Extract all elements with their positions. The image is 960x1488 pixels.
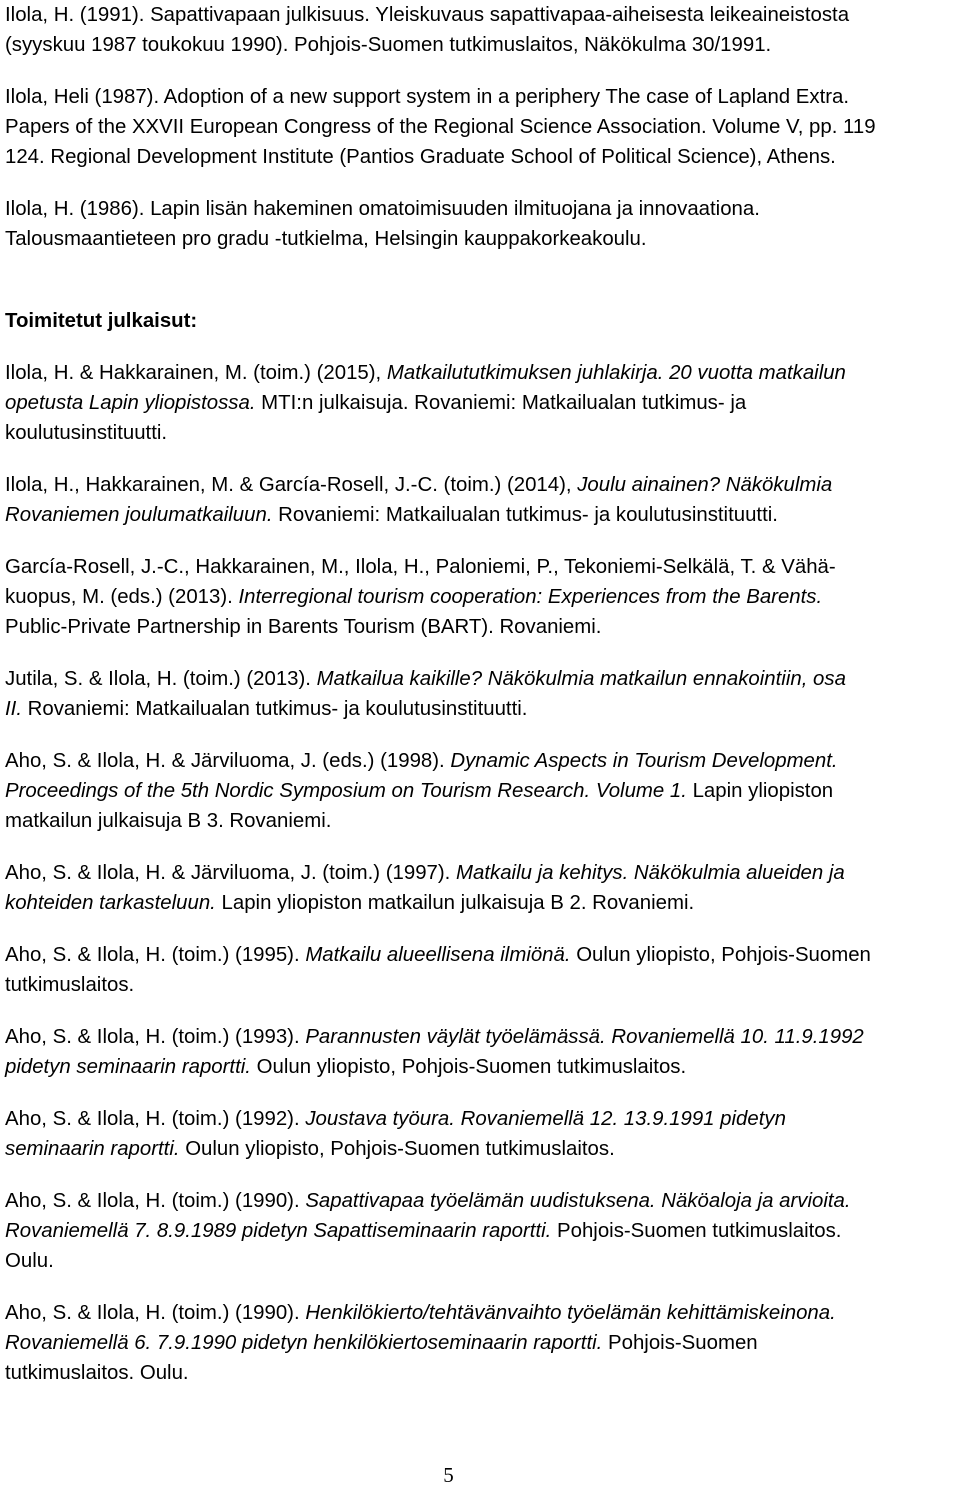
reference-entry (5, 0, 957, 60)
reference-title-text: Rovaniemellä 7. 8.9.1989 pidetyn Sapattiseminaarin raportti. (5, 1220, 552, 1242)
reference-entry (5, 1298, 957, 1388)
reference-title-text: II. (5, 698, 22, 720)
reference-text: MTI:n julkaisuja. Rovaniemi: Matkailualan tutkimus- ja (255, 392, 747, 414)
reference-line (5, 1052, 957, 1082)
reference-text: Talousmaantieteen pro gradu -tutkielma, Helsingin kauppakorkeakoulu. (5, 228, 647, 250)
reference-text: García-Rosell, J.-C., Hakkarainen, M., Ilola, H., Paloniemi, P., Tekoniemi-Selkälä, T. & Vähä- (5, 556, 836, 578)
reference-entry (5, 470, 957, 530)
reference-list-edited (5, 358, 957, 1388)
reference-title-text: pidetyn seminaarin raportti. (5, 1056, 251, 1078)
reference-entry (5, 940, 957, 1000)
reference-entry (5, 664, 957, 724)
reference-text: tutkimuslaitos. Oulu. (5, 1362, 189, 1384)
reference-title-text: Dynamic Aspects in Tourism Development. (450, 750, 838, 772)
reference-line (5, 940, 957, 970)
document-page (5, 0, 957, 1388)
reference-list-authored (5, 0, 957, 254)
reference-text: Aho, S. & Ilola, H. (toim.) (1995). (5, 944, 306, 966)
reference-line (5, 806, 957, 836)
reference-text: Oulun yliopisto, Pohjois-Suomen tutkimuslaitos. (179, 1138, 615, 1160)
reference-text: Public-Private Partnership in Barents Tourism (BART). Rovaniemi. (5, 616, 602, 638)
reference-text: Rovaniemi: Matkailualan tutkimus- ja koulutusinstituutti. (22, 698, 528, 720)
reference-line (5, 694, 957, 724)
reference-line (5, 970, 957, 1000)
reference-text: Aho, S. & Ilola, H. (toim.) (1992). (5, 1108, 306, 1130)
reference-text: 124. Regional Development Institute (Pantios Graduate School of Political Science), Athens. (5, 146, 836, 168)
reference-text: Ilola, H. (1986). Lapin lisän hakeminen omatoimisuuden ilmituojana ja innovaationa. (5, 198, 760, 220)
reference-text: Pohjois-Suomen (602, 1332, 758, 1354)
reference-line (5, 1104, 957, 1134)
page-number: 5 (443, 1463, 454, 1487)
reference-line (5, 358, 957, 388)
reference-text: Ilola, H., Hakkarainen, M. & García-Rosell, J.-C. (toim.) (2014), (5, 474, 578, 496)
reference-line (5, 30, 957, 60)
reference-text: Aho, S. & Ilola, H. (toim.) (1993). (5, 1026, 306, 1048)
reference-title-text: Sapattivapaa työelämän uudistuksena. Näköaloja ja arvioita. (305, 1190, 851, 1212)
reference-text: (syyskuu 1987 toukokuu 1990). Pohjois-Suomen tutkimuslaitos, Näkökulma 30/1991. (5, 34, 772, 56)
reference-title-text: opetusta Lapin yliopistossa. (5, 392, 256, 414)
reference-entry (5, 858, 957, 918)
reference-text: tutkimuslaitos. (5, 974, 135, 996)
reference-text: Oulun yliopisto, Pohjois-Suomen (570, 944, 871, 966)
reference-entry (5, 194, 957, 254)
reference-text: Aho, S. & Ilola, H. (toim.) (1990). (5, 1302, 306, 1324)
reference-text: Aho, S. & Ilola, H. & Järviluoma, J. (eds.) (1998). (5, 750, 451, 772)
reference-title-text: Joustava työura. Rovaniemellä 12. 13.9.1991 pidetyn (305, 1108, 786, 1130)
reference-line (5, 112, 957, 142)
reference-title-text: kohteiden tarkasteluun. (5, 892, 216, 914)
reference-line (5, 1022, 957, 1052)
reference-line (5, 858, 957, 888)
reference-line (5, 500, 957, 530)
reference-line (5, 552, 957, 582)
reference-line (5, 1134, 957, 1164)
reference-line (5, 1246, 957, 1276)
reference-line (5, 0, 957, 30)
reference-line (5, 888, 957, 918)
reference-text: koulutusinstituutti. (5, 422, 168, 444)
reference-text: Pohjois-Suomen tutkimuslaitos. (551, 1220, 842, 1242)
reference-title-text: Henkilökierto/tehtävänvaihto työelämän kehittämiskeinona. (305, 1302, 836, 1324)
reference-text: Papers of the XXVII European Congress of the Regional Science Association. Volume V, pp. 119 (5, 116, 876, 138)
reference-entry (5, 1022, 957, 1082)
reference-text: Rovaniemi: Matkailualan tutkimus- ja koulutusinstituutti. (272, 504, 778, 526)
reference-entry (5, 1186, 957, 1276)
reference-text: Jutila, S. & Ilola, H. (toim.) (2013). (5, 668, 317, 690)
reference-text: Lapin yliopiston matkailun julkaisuja B 2. Rovaniemi. (215, 892, 695, 914)
reference-entry (5, 552, 957, 642)
reference-line (5, 82, 957, 112)
reference-text: Aho, S. & Ilola, H. & Järviluoma, J. (toim.) (1997). (5, 862, 457, 884)
reference-line (5, 418, 957, 448)
reference-title-text: Rovaniemen joulumatkailuun. (5, 504, 273, 526)
reference-line (5, 142, 957, 172)
reference-title-text: Parannusten väylät työelämässä. Rovaniemellä 10. 11.9.1992 (305, 1026, 864, 1048)
reference-line (5, 1216, 957, 1246)
reference-title-text: Matkailu alueellisena ilmiönä. (305, 944, 571, 966)
reference-title-text: seminaarin raportti. (5, 1138, 180, 1160)
reference-title-text: Interregional tourism cooperation: Experiences from the Barents. (238, 586, 823, 608)
reference-title-text: Rovaniemellä 6. 7.9.1990 pidetyn henkilökiertoseminaarin raportti. (5, 1332, 603, 1354)
reference-line (5, 612, 957, 642)
reference-text: Ilola, H. (1991). Sapattivapaan julkisuus. Yleiskuvaus sapattivapaa-aiheisesta leikeaineistosta (5, 4, 850, 26)
reference-title-text: Proceedings of the 5th Nordic Symposium on Tourism Research. Volume 1. (5, 780, 687, 802)
reference-text: Ilola, Heli (1987). Adoption of a new support system in a periphery The case of Lapland Extra. (5, 86, 850, 108)
reference-text: Lapin yliopiston (686, 780, 834, 802)
reference-line (5, 1358, 957, 1388)
reference-text: Aho, S. & Ilola, H. (toim.) (1990). (5, 1190, 306, 1212)
reference-line (5, 776, 957, 806)
reference-entry (5, 82, 957, 172)
reference-entry (5, 358, 957, 448)
reference-line (5, 1328, 957, 1358)
reference-text: matkailun julkaisuja B 3. Rovaniemi. (5, 810, 332, 832)
reference-text: Ilola, H. & Hakkarainen, M. (toim.) (2015), (5, 362, 387, 384)
reference-text: Oulu. (5, 1250, 54, 1272)
reference-entry (5, 746, 957, 836)
reference-line (5, 194, 957, 224)
reference-title-text: Matkailututkimuksen juhlakirja. 20 vuotta matkailun (386, 362, 846, 384)
reference-line (5, 224, 957, 254)
reference-line (5, 388, 957, 418)
reference-line (5, 1298, 957, 1328)
reference-text: kuopus, M. (eds.) (2013). (5, 586, 239, 608)
reference-line (5, 664, 957, 694)
reference-text: Oulun yliopisto, Pohjois-Suomen tutkimuslaitos. (250, 1056, 687, 1078)
section-heading: Toimitetut julkaisut: (5, 310, 198, 332)
reference-line (5, 1186, 957, 1216)
reference-title-text: Matkailu ja kehitys. Näkökulmia alueiden ja (456, 862, 845, 884)
reference-line (5, 746, 957, 776)
reference-title-text: Matkailua kaikille? Näkökulmia matkailun ennakointiin, osa (316, 668, 846, 690)
reference-line (5, 470, 957, 500)
reference-entry (5, 1104, 957, 1164)
reference-title-text: Joulu ainainen? Näkökulmia (577, 474, 833, 496)
reference-line (5, 582, 957, 612)
